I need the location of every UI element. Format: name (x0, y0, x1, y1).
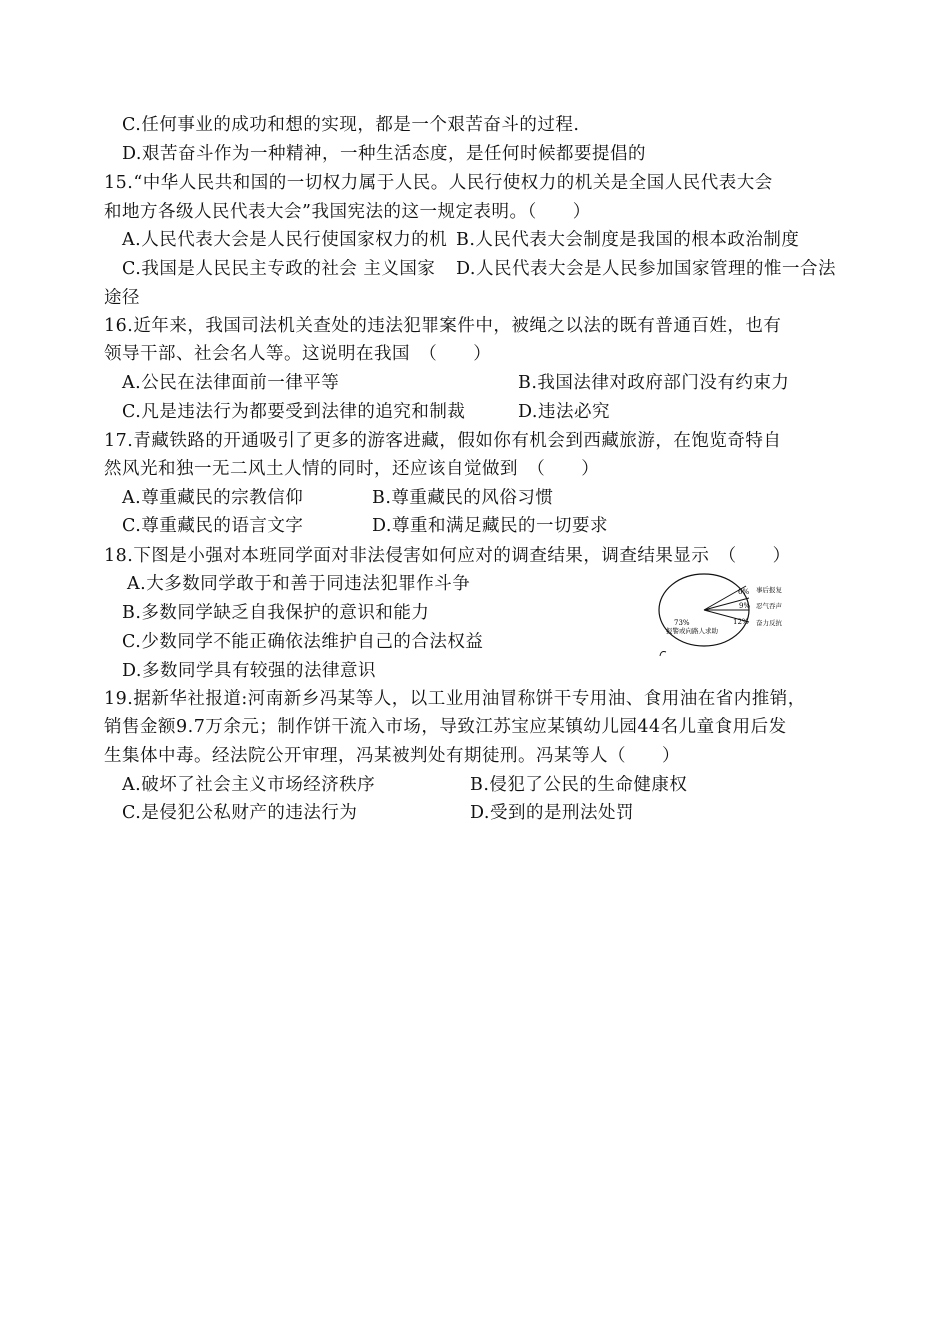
q19-option-d: D.受到的是刑法处罚 (470, 803, 634, 823)
pie-category-2: 忍气吞声 (756, 602, 782, 610)
q19-stem-line3: 生集体中毒。经法院公开审理，冯某被判处有期徒刑。冯某等人（ ） (104, 746, 680, 766)
survey-pie-chart (652, 572, 842, 664)
q16-option-c: C.凡是违法行为都要受到法律的追究和制裁 (122, 402, 466, 422)
q15-option-d-cont: 途径 (104, 288, 140, 308)
q18-option-a: A.大多数同学敢于和善于同违法犯罪作斗争 (127, 574, 471, 594)
q15-option-b: B.人民代表大会制度是我国的根本政治制度 (456, 230, 800, 250)
q18-stem: 18.下图是小强对本班同学面对非法侵害如何应对的调查结果，调查结果显示 （ ） (104, 546, 791, 566)
pie-category-1: 奋力反抗 (756, 619, 782, 627)
q15-option-d: D.人民代表大会是人民参加国家管理的惟一合法 (456, 259, 836, 279)
q18-option-c: C.少数同学不能正确依法维护自己的合法权益 (122, 632, 484, 652)
q17-stem-line2: 然风光和独一无二风土人情的同时，还应该自觉做到 （ ） (104, 459, 600, 479)
q19-stem-line1: 19.据新华社报道:河南新乡冯某等人，以工业用油冒称饼干专用油、食用油在省内推销， (104, 689, 806, 709)
q18-option-b: B.多数同学缺乏自我保护的意识和能力 (122, 603, 430, 623)
q16-option-a: A.公民在法律面前一律平等 (122, 373, 340, 393)
q17-option-b: B.尊重藏民的风俗习惯 (372, 488, 554, 508)
pie-label-12: 12% (733, 618, 749, 626)
q17-option-c: C.尊重藏民的语言文字 (122, 516, 304, 536)
q17-option-a: A.尊重藏民的宗教信仰 (122, 488, 304, 508)
q15-option-a: A.人民代表大会是人民行使国家权力的机 (122, 230, 448, 250)
q15-stem-line2: 和地方各级人民代表大会”我国宪法的这一规定表明。（ ） (104, 202, 591, 222)
q15-option-c: C.我国是人民民主专政的社会 主义国家 (122, 259, 436, 279)
q16-stem-line2: 领导干部、社会名人等。这说明在我国 （ ） (104, 344, 492, 364)
pie-category-3: 事后报复 (756, 586, 782, 594)
q16-option-d: D.违法必究 (518, 402, 610, 422)
q16-option-b: B.我国法律对政府部门没有约束力 (518, 373, 790, 393)
q19-stem-line2: 销售金额9.7万余元；制作饼干流入市场，导致江苏宝应某镇幼儿园44名儿童食用后发 (104, 717, 787, 737)
pie-label-6: 6% (738, 588, 750, 596)
q19-option-b: B.侵犯了公民的生命健康权 (470, 775, 688, 795)
q17-stem-line1: 17.青藏铁路的开通吸引了更多的游客进藏，假如你有机会到西藏旅游，在饱览奇特自 (104, 431, 782, 451)
scan-mark (660, 652, 666, 657)
pie-category-0: 报警或向路人求助 (666, 627, 718, 635)
q18-option-d: D.多数同学具有较强的法律意识 (122, 661, 376, 681)
q14-option-d: D.艰苦奋斗作为一种精神，一种生活态度，是任何时候都要提倡的 (122, 144, 646, 164)
q15-stem-line1: 15.“中华人民共和国的一切权力属于人民。人民行使权力的机关是全国人民代表大会 (104, 173, 773, 193)
pie-label-9: 9% (739, 602, 751, 610)
pie-label-73: 73% (674, 619, 690, 627)
q19-option-c: C.是侵犯公私财产的违法行为 (122, 803, 358, 823)
q16-stem-line1: 16.近年来，我国司法机关查处的违法犯罪案件中，被绳之以法的既有普通百姓，也有 (104, 316, 782, 336)
q17-option-d: D.尊重和满足藏民的一切要求 (372, 516, 608, 536)
q14-option-c: C.任何事业的成功和想的实现，都是一个艰苦奋斗的过程. (122, 115, 580, 135)
q19-option-a: A.破坏了社会主义市场经济秩序 (122, 775, 376, 795)
